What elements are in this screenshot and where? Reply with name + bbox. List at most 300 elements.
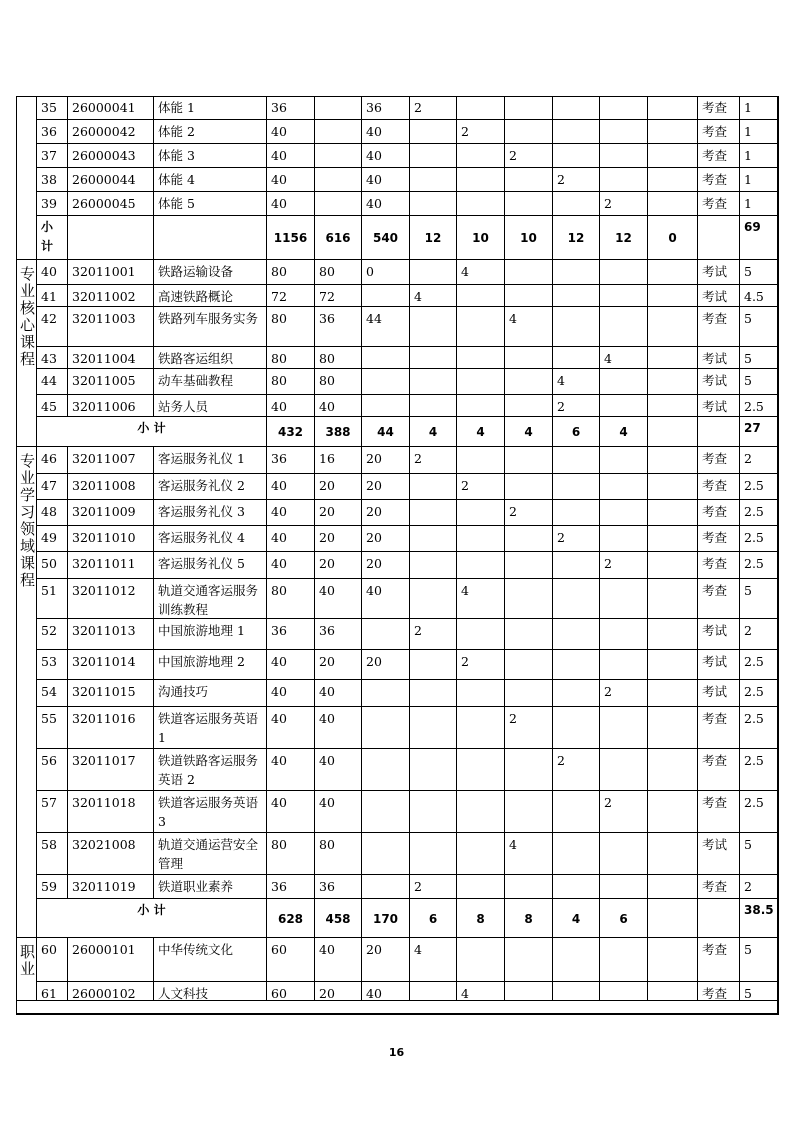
- credits-cell: 5: [740, 579, 779, 619]
- row-number-cell: 42: [37, 307, 68, 347]
- sem1-cell: [410, 749, 457, 791]
- row-number-cell: 41: [37, 285, 68, 307]
- total-hours-cell: 40: [267, 500, 315, 526]
- theory-hours-cell: 80: [315, 833, 362, 875]
- course-code-cell: 26000041: [68, 96, 154, 120]
- total-hours-cell: 80: [267, 579, 315, 619]
- total-hours-cell: 40: [267, 395, 315, 417]
- sem3-cell: [505, 938, 553, 982]
- assessment-cell: 考查: [698, 447, 740, 474]
- assessment-cell: 考查: [698, 120, 740, 144]
- assessment-cell: 考查: [698, 526, 740, 552]
- row-number-cell: 61: [37, 982, 68, 1001]
- theory-hours-cell: 40: [315, 707, 362, 749]
- sem3-cell: [505, 260, 553, 285]
- course-code-cell: 32011011: [68, 552, 154, 579]
- sem5-cell: [600, 307, 648, 347]
- course-code-cell: 32011015: [68, 680, 154, 707]
- total-hours-cell: 40: [267, 168, 315, 192]
- course-code-cell: 26000045: [68, 192, 154, 216]
- sem5-cell: [600, 500, 648, 526]
- practice-hours-cell: 20: [362, 552, 410, 579]
- sem5-cell: 2: [600, 552, 648, 579]
- practice-hours-cell: 0: [362, 260, 410, 285]
- sem4-cell: [553, 260, 600, 285]
- sem1-cell: 2: [410, 447, 457, 474]
- practice-hours-cell: 40: [362, 982, 410, 1001]
- sem2-cell: [457, 369, 505, 395]
- credits-cell: 5: [740, 938, 779, 982]
- sem2-cell: [457, 168, 505, 192]
- course-code-cell: 32011002: [68, 285, 154, 307]
- total-hours-cell: 60: [267, 982, 315, 1001]
- theory-hours-cell: 80: [315, 260, 362, 285]
- credits-cell: 2.5: [740, 474, 779, 500]
- course-code-cell: 32011018: [68, 791, 154, 833]
- credits-cell: 5: [740, 260, 779, 285]
- practice-hours-cell: 20: [362, 500, 410, 526]
- sem2-cell: 4: [457, 579, 505, 619]
- course-code-cell: 32011016: [68, 707, 154, 749]
- subtotal-total-hours: 628: [267, 899, 315, 938]
- sem1-cell: [410, 526, 457, 552]
- credits-cell: 2.5: [740, 749, 779, 791]
- subtotal-blank: [68, 216, 154, 260]
- theory-hours-cell: 20: [315, 650, 362, 680]
- sem5-cell: [600, 526, 648, 552]
- sem2-cell: [457, 144, 505, 168]
- total-hours-cell: 40: [267, 474, 315, 500]
- total-hours-cell: 40: [267, 144, 315, 168]
- row-number-cell: 58: [37, 833, 68, 875]
- subtotal-sem1: 12: [410, 216, 457, 260]
- course-name-cell: 人文科技: [154, 982, 267, 1001]
- sem6-cell: [648, 833, 698, 875]
- total-hours-cell: 40: [267, 707, 315, 749]
- sem2-cell: 2: [457, 650, 505, 680]
- assessment-cell: 考试: [698, 650, 740, 680]
- assessment-cell: 考查: [698, 579, 740, 619]
- sem3-cell: [505, 395, 553, 417]
- sem2-cell: 4: [457, 260, 505, 285]
- sem1-cell: [410, 168, 457, 192]
- sem1-cell: [410, 120, 457, 144]
- sem5-cell: [600, 619, 648, 650]
- course-name-cell: 体能 4: [154, 168, 267, 192]
- course-name-cell: 体能 5: [154, 192, 267, 216]
- sem5-cell: [600, 144, 648, 168]
- sem6-cell: [648, 982, 698, 1001]
- sem6-cell: [648, 707, 698, 749]
- credits-cell: 2.5: [740, 526, 779, 552]
- sem6-cell: [648, 875, 698, 899]
- assessment-cell: 考查: [698, 552, 740, 579]
- theory-hours-cell: 40: [315, 680, 362, 707]
- sem3-cell: [505, 526, 553, 552]
- sem1-cell: 2: [410, 619, 457, 650]
- practice-hours-cell: [362, 749, 410, 791]
- course-code-cell: 32011010: [68, 526, 154, 552]
- assessment-cell: 考试: [698, 285, 740, 307]
- row-number-cell: 44: [37, 369, 68, 395]
- course-name-cell: 体能 2: [154, 120, 267, 144]
- row-number-cell: 49: [37, 526, 68, 552]
- total-hours-cell: 72: [267, 285, 315, 307]
- category-cell-0: [16, 96, 37, 260]
- practice-hours-cell: 40: [362, 120, 410, 144]
- total-hours-cell: 40: [267, 526, 315, 552]
- sem6-cell: [648, 579, 698, 619]
- category-cell-2: 专业学习领域课程: [16, 447, 37, 938]
- sem4-cell: [553, 833, 600, 875]
- sem1-cell: 4: [410, 285, 457, 307]
- category-cell-1: 专业核心课程: [16, 260, 37, 447]
- sem3-cell: 2: [505, 500, 553, 526]
- row-number-cell: 53: [37, 650, 68, 680]
- sem4-cell: 2: [553, 749, 600, 791]
- subtotal-total-hours: 432: [267, 417, 315, 447]
- sem6-cell: [648, 619, 698, 650]
- course-name-cell: 客运服务礼仪 3: [154, 500, 267, 526]
- subtotal-practice-hours: 170: [362, 899, 410, 938]
- course-name-cell: 站务人员: [154, 395, 267, 417]
- assessment-cell: 考查: [698, 96, 740, 120]
- practice-hours-cell: 44: [362, 307, 410, 347]
- assessment-cell: 考试: [698, 347, 740, 369]
- sem3-cell: [505, 650, 553, 680]
- credits-cell: 5: [740, 833, 779, 875]
- sem6-cell: [648, 260, 698, 285]
- sem2-cell: [457, 526, 505, 552]
- course-name-cell: 铁道客运服务英语 1: [154, 707, 267, 749]
- sem4-cell: [553, 500, 600, 526]
- sem3-cell: [505, 982, 553, 1001]
- sem5-cell: [600, 285, 648, 307]
- sem6-cell: [648, 347, 698, 369]
- credits-cell: 2.5: [740, 707, 779, 749]
- row-number-cell: 37: [37, 144, 68, 168]
- course-name-cell: 体能 1: [154, 96, 267, 120]
- credits-cell: 1: [740, 192, 779, 216]
- practice-hours-cell: [362, 369, 410, 395]
- theory-hours-cell: [315, 192, 362, 216]
- total-hours-cell: 40: [267, 749, 315, 791]
- practice-hours-cell: [362, 875, 410, 899]
- course-name-cell: 沟通技巧: [154, 680, 267, 707]
- sem3-cell: [505, 579, 553, 619]
- sem4-cell: [553, 875, 600, 899]
- practice-hours-cell: 20: [362, 474, 410, 500]
- course-code-cell: 32011001: [68, 260, 154, 285]
- sem3-cell: [505, 369, 553, 395]
- sem1-cell: [410, 833, 457, 875]
- subtotal-sem5: 4: [600, 417, 648, 447]
- sem2-cell: [457, 447, 505, 474]
- practice-hours-cell: [362, 680, 410, 707]
- assessment-cell: 考试: [698, 680, 740, 707]
- total-hours-cell: 60: [267, 938, 315, 982]
- practice-hours-cell: 20: [362, 938, 410, 982]
- sem3-cell: [505, 875, 553, 899]
- total-hours-cell: 80: [267, 369, 315, 395]
- sem4-cell: [553, 619, 600, 650]
- subtotal-label: 小 计: [37, 417, 267, 447]
- practice-hours-cell: [362, 791, 410, 833]
- sem2-cell: [457, 791, 505, 833]
- credits-cell: 5: [740, 369, 779, 395]
- sem3-cell: [505, 749, 553, 791]
- subtotal-sem2: 10: [457, 216, 505, 260]
- theory-hours-cell: 40: [315, 749, 362, 791]
- sem3-cell: 2: [505, 707, 553, 749]
- sem6-cell: [648, 474, 698, 500]
- course-code-cell: 26000043: [68, 144, 154, 168]
- theory-hours-cell: 80: [315, 369, 362, 395]
- subtotal-sem2: 8: [457, 899, 505, 938]
- sem1-cell: [410, 707, 457, 749]
- subtotal-theory-hours: 616: [315, 216, 362, 260]
- course-name-cell: 中国旅游地理 1: [154, 619, 267, 650]
- sem3-cell: [505, 447, 553, 474]
- subtotal-sem1: 4: [410, 417, 457, 447]
- sem5-cell: 2: [600, 192, 648, 216]
- credits-cell: 4.5: [740, 285, 779, 307]
- subtotal-sem3: 4: [505, 417, 553, 447]
- sem3-cell: [505, 619, 553, 650]
- practice-hours-cell: [362, 395, 410, 417]
- sem4-cell: [553, 347, 600, 369]
- sem1-cell: [410, 982, 457, 1001]
- sem4-cell: 2: [553, 526, 600, 552]
- row-number-cell: 45: [37, 395, 68, 417]
- theory-hours-cell: [315, 168, 362, 192]
- row-number-cell: 35: [37, 96, 68, 120]
- course-name-cell: 客运服务礼仪 4: [154, 526, 267, 552]
- course-name-cell: 铁路客运组织: [154, 347, 267, 369]
- sem6-cell: [648, 120, 698, 144]
- course-name-cell: 铁路列车服务实务: [154, 307, 267, 347]
- practice-hours-cell: 36: [362, 96, 410, 120]
- total-hours-cell: 80: [267, 833, 315, 875]
- course-name-cell: 中华传统文化: [154, 938, 267, 982]
- theory-hours-cell: 40: [315, 938, 362, 982]
- row-number-cell: 60: [37, 938, 68, 982]
- credits-cell: 1: [740, 96, 779, 120]
- sem6-cell: [648, 144, 698, 168]
- sem3-cell: [505, 474, 553, 500]
- sem3-cell: 2: [505, 144, 553, 168]
- sem4-cell: 2: [553, 168, 600, 192]
- sem5-cell: 4: [600, 347, 648, 369]
- sem2-cell: [457, 680, 505, 707]
- credits-cell: 2.5: [740, 395, 779, 417]
- course-name-cell: 客运服务礼仪 5: [154, 552, 267, 579]
- course-name-cell: 铁道铁路客运服务英语 2: [154, 749, 267, 791]
- assessment-cell: 考查: [698, 707, 740, 749]
- sem3-cell: [505, 96, 553, 120]
- theory-hours-cell: 40: [315, 791, 362, 833]
- sem2-cell: 2: [457, 474, 505, 500]
- course-code-cell: 26000044: [68, 168, 154, 192]
- sem1-cell: 4: [410, 938, 457, 982]
- sem4-cell: [553, 447, 600, 474]
- course-name-cell: 体能 3: [154, 144, 267, 168]
- credits-cell: 5: [740, 347, 779, 369]
- subtotal-label: 小 计: [37, 899, 267, 938]
- practice-hours-cell: 40: [362, 144, 410, 168]
- sem3-cell: [505, 680, 553, 707]
- credits-cell: 2.5: [740, 650, 779, 680]
- theory-hours-cell: 20: [315, 982, 362, 1001]
- assessment-cell: 考查: [698, 875, 740, 899]
- sem4-cell: [553, 791, 600, 833]
- subtotal-sem6: 0: [648, 216, 698, 260]
- theory-hours-cell: 36: [315, 619, 362, 650]
- total-hours-cell: 40: [267, 680, 315, 707]
- practice-hours-cell: 20: [362, 526, 410, 552]
- course-code-cell: 32021008: [68, 833, 154, 875]
- subtotal-credits: 69: [740, 216, 779, 260]
- sem6-cell: [648, 680, 698, 707]
- row-number-cell: 39: [37, 192, 68, 216]
- course-code-cell: 32011019: [68, 875, 154, 899]
- credits-cell: 5: [740, 982, 779, 1001]
- sem5-cell: [600, 96, 648, 120]
- sem1-cell: 2: [410, 875, 457, 899]
- sem2-cell: 2: [457, 120, 505, 144]
- theory-hours-cell: 20: [315, 474, 362, 500]
- theory-hours-cell: [315, 120, 362, 144]
- sem4-cell: [553, 707, 600, 749]
- course-code-cell: 32011009: [68, 500, 154, 526]
- subtotal-sem2: 4: [457, 417, 505, 447]
- sem3-cell: [505, 120, 553, 144]
- subtotal-sem1: 6: [410, 899, 457, 938]
- sem5-cell: 2: [600, 680, 648, 707]
- sem1-cell: [410, 347, 457, 369]
- practice-hours-cell: [362, 285, 410, 307]
- sem5-cell: [600, 982, 648, 1001]
- sem2-cell: [457, 833, 505, 875]
- sem2-cell: [457, 285, 505, 307]
- sem3-cell: [505, 168, 553, 192]
- theory-hours-cell: 36: [315, 875, 362, 899]
- credits-cell: 2: [740, 447, 779, 474]
- subtotal-practice-hours: 540: [362, 216, 410, 260]
- sem6-cell: [648, 395, 698, 417]
- course-name-cell: 铁道客运服务英语 3: [154, 791, 267, 833]
- theory-hours-cell: [315, 96, 362, 120]
- assessment-cell: 考试: [698, 369, 740, 395]
- sem4-cell: [553, 144, 600, 168]
- course-name-cell: 客运服务礼仪 1: [154, 447, 267, 474]
- assessment-cell: 考查: [698, 938, 740, 982]
- sem2-cell: [457, 500, 505, 526]
- sem2-cell: [457, 96, 505, 120]
- sem4-cell: [553, 680, 600, 707]
- course-code-cell: 32011012: [68, 579, 154, 619]
- sem6-cell: [648, 285, 698, 307]
- course-name-cell: 铁道职业素养: [154, 875, 267, 899]
- total-hours-cell: 80: [267, 307, 315, 347]
- theory-hours-cell: 80: [315, 347, 362, 369]
- assessment-cell: 考查: [698, 500, 740, 526]
- theory-hours-cell: 20: [315, 526, 362, 552]
- practice-hours-cell: [362, 833, 410, 875]
- course-code-cell: 32011014: [68, 650, 154, 680]
- assessment-cell: 考查: [698, 791, 740, 833]
- subtotal-assessment: [698, 216, 740, 260]
- sem6-cell: [648, 650, 698, 680]
- sem2-cell: [457, 307, 505, 347]
- sem5-cell: [600, 749, 648, 791]
- row-number-cell: 55: [37, 707, 68, 749]
- sem6-cell: [648, 938, 698, 982]
- sem5-cell: [600, 168, 648, 192]
- theory-hours-cell: 36: [315, 307, 362, 347]
- practice-hours-cell: [362, 347, 410, 369]
- row-number-cell: 46: [37, 447, 68, 474]
- sem5-cell: [600, 260, 648, 285]
- credits-cell: 2.5: [740, 680, 779, 707]
- sem2-cell: [457, 875, 505, 899]
- sem3-cell: 4: [505, 833, 553, 875]
- sem4-cell: [553, 96, 600, 120]
- category-cell-3: 职业: [16, 938, 37, 1001]
- sem4-cell: [553, 474, 600, 500]
- assessment-cell: 考查: [698, 982, 740, 1001]
- course-name-cell: 客运服务礼仪 2: [154, 474, 267, 500]
- subtotal-credits: 27: [740, 417, 779, 447]
- sem5-cell: [600, 369, 648, 395]
- total-hours-cell: 36: [267, 447, 315, 474]
- sem3-cell: [505, 347, 553, 369]
- subtotal-sem4: 12: [553, 216, 600, 260]
- course-code-cell: 32011017: [68, 749, 154, 791]
- sem1-cell: [410, 192, 457, 216]
- total-hours-cell: 80: [267, 347, 315, 369]
- total-hours-cell: 36: [267, 875, 315, 899]
- row-number-cell: 51: [37, 579, 68, 619]
- sem2-cell: [457, 395, 505, 417]
- assessment-cell: 考试: [698, 395, 740, 417]
- sem2-cell: 4: [457, 982, 505, 1001]
- subtotal-practice-hours: 44: [362, 417, 410, 447]
- assessment-cell: 考查: [698, 192, 740, 216]
- total-hours-cell: 40: [267, 552, 315, 579]
- sem4-cell: [553, 552, 600, 579]
- total-hours-cell: 40: [267, 650, 315, 680]
- credits-cell: 5: [740, 307, 779, 347]
- row-number-cell: 40: [37, 260, 68, 285]
- sem1-cell: 2: [410, 96, 457, 120]
- sem3-cell: 4: [505, 307, 553, 347]
- sem1-cell: [410, 260, 457, 285]
- sem4-cell: [553, 982, 600, 1001]
- assessment-cell: 考试: [698, 619, 740, 650]
- credits-cell: 1: [740, 120, 779, 144]
- sem5-cell: [600, 938, 648, 982]
- practice-hours-cell: 40: [362, 168, 410, 192]
- total-hours-cell: 36: [267, 96, 315, 120]
- practice-hours-cell: [362, 707, 410, 749]
- course-code-cell: 32011006: [68, 395, 154, 417]
- practice-hours-cell: 40: [362, 579, 410, 619]
- sem5-cell: [600, 474, 648, 500]
- row-number-cell: 47: [37, 474, 68, 500]
- sem2-cell: [457, 347, 505, 369]
- credits-cell: 2: [740, 875, 779, 899]
